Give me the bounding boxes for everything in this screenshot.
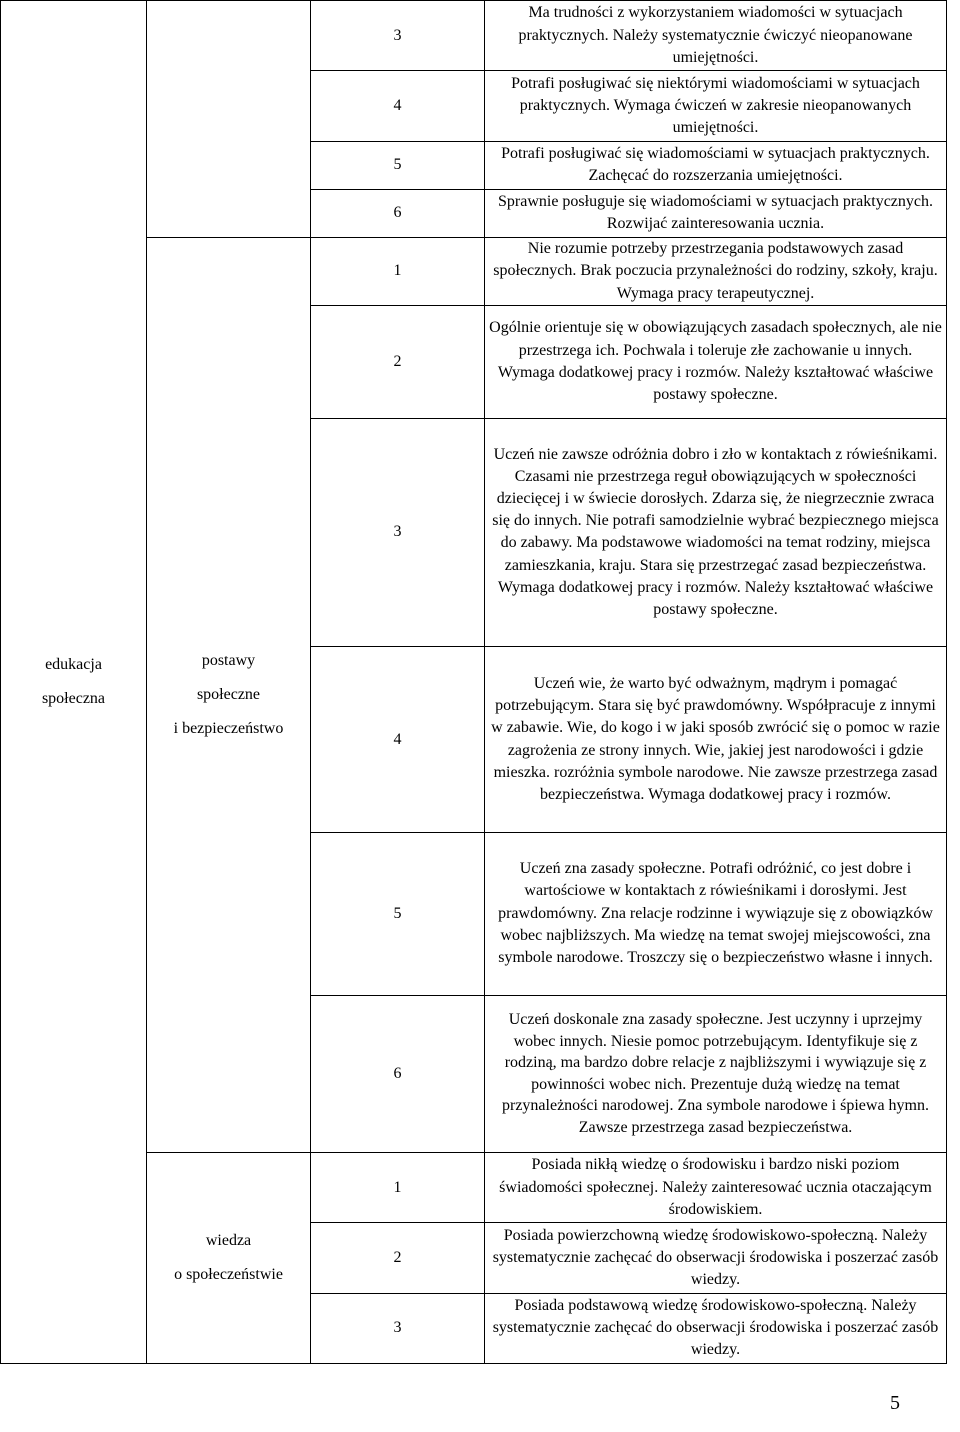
score-cell: 2 — [311, 1223, 485, 1293]
score-cell: 4 — [311, 71, 485, 141]
description-cell: Ogólnie orientuje się w obowiązujących zasadach społecznych, ale nie przestrzega ich. Pochwala i toleruje złe zachowanie u innych. Wymaga dodatkowej pracy i rozmów. Należy kształtować właściwe postawy społeczne. — [485, 306, 947, 418]
score-cell: 2 — [311, 306, 485, 418]
description-cell: Sprawnie posługuje się wiadomościami w sytuacjach praktycznych. Rozwijać zainteresowania ucznia. — [485, 189, 947, 237]
description-cell: Uczeń wie, że warto być odważnym, mądrym i pomagać potrzebującym. Stara się być prawdomówny. Współpracuje z innymi w zabawie. Wie, do kogo i w jaki sposób zwrócić się o pomoc w razie zagrożenia ze strony innych. Wie, jakiej jest narodowości i gdzie mieszka. rozróżnia symbole narodowe. Nie zawsze przestrzega zasad bezpieczeństwa. Wymaga dodatkowej pracy i rozmów. — [485, 647, 947, 833]
score-cell: 1 — [311, 1153, 485, 1223]
score-cell: 1 — [311, 237, 485, 305]
description-cell: Potrafi posługiwać się niektórymi wiadomościami w sytuacjach praktycznych. Wymaga ćwiczeń w zakresie nieopanowanych umiejętności. — [485, 71, 947, 141]
table-row — [1, 1, 947, 71]
description-cell: Uczeń zna zasady społeczne. Potrafi odróżnić, co jest dobre i wartościowe w kontaktach z rówieśnikami i dorosłymi. Jest prawdomówny. Zna relacje rodzinne i wywiązuje się z obowiązków wobec najbliższych. Ma wiedzę na temat swojej miejscowości, zna symbole narodowe. Troszczy się o bezpieczeństwo własne i innych. — [485, 833, 947, 996]
page-number: 5 — [890, 1392, 900, 1414]
area-label: edukacja społeczna — [41, 656, 106, 707]
score-cell: 6 — [311, 189, 485, 237]
description-cell: Posiada podstawową wiedzę środowiskowo-społeczną. Należy systematycznie zachęcać do obserwacji środowiska i poszerzać zasób wiedzy. — [485, 1293, 947, 1363]
description-cell: Uczeń nie zawsze odróżnia dobro i zło w kontaktach z rówieśnikami. Czasami nie przestrzega reguł obowiązujących w społeczności dziecięcej i w świecie dorosłych. Zdarza się, że niegrzecznie zwraca się do innych. Nie potrafi samodzielnie wybrać bezpiecznego miejsca do zabawy. Ma podstawowe wiadomości na temat rodziny, miejsca zamieszkania, kraju. Stara się przestrzegać zasad bezpieczeństwa. Wymaga dodatkowej pracy i rozmów. Należy kształtować właściwe postawy społeczne. — [485, 418, 947, 647]
subject-label: postawy społeczne i bezpieczeństwo — [173, 652, 284, 737]
score-cell: 3 — [311, 418, 485, 647]
score-cell: 5 — [311, 141, 485, 189]
area-cell — [1, 1, 147, 1364]
description-cell: Potrafi posługiwać się wiadomościami w sytuacjach praktycznych. Zachęcać do rozszerzania umiejętności. — [485, 141, 947, 189]
description-cell: Posiada powierzchowną wiedzę środowiskowo-społeczną. Należy systematycznie zachęcać do obserwacji środowiska i poszerzać zasób wiedzy. — [485, 1223, 947, 1293]
score-cell: 3 — [311, 1293, 485, 1363]
description-cell: Uczeń doskonale zna zasady społeczne. Jest uczynny i uprzejmy wobec innych. Niesie pomoc potrzebującym. Identyfikuje się z rodziną, ma bardzo dobre relacje z najbliższymi i wywiązuje się z powinności wobec nich. Prezentuje dużą wiedzę na temat przynależności narodowej. Zna symbole narodowe i śpiewa hymn. Zawsze przestrzega zasad bezpieczeństwa. — [485, 995, 947, 1153]
description-cell: Posiada nikłą wiedzę o środowisku i bardzo niski poziom świadomości społecznej. Należy zainteresować ucznia otaczającym środowiskiem. — [485, 1153, 947, 1223]
score-cell: 5 — [311, 833, 485, 996]
subject-cell — [147, 1153, 311, 1364]
description-cell: Nie rozumie potrzeby przestrzegania podstawowych zasad społecznych. Brak poczucia przynależności do rodziny, szkoły, kraju. Wymaga pracy terapeutycznej. — [485, 237, 947, 305]
subject-label: wiedza o społeczeństwie — [174, 1232, 283, 1284]
subject-cell — [147, 1, 311, 238]
description-cell: Ma trudności z wykorzystaniem wiadomości w sytuacjach praktycznych. Należy systematycznie ćwiczyć nieopanowane umiejętności. — [485, 1, 947, 71]
score-cell: 6 — [311, 995, 485, 1153]
subject-cell — [147, 237, 311, 1152]
score-cell: 4 — [311, 647, 485, 833]
score-cell: 3 — [311, 1, 485, 71]
